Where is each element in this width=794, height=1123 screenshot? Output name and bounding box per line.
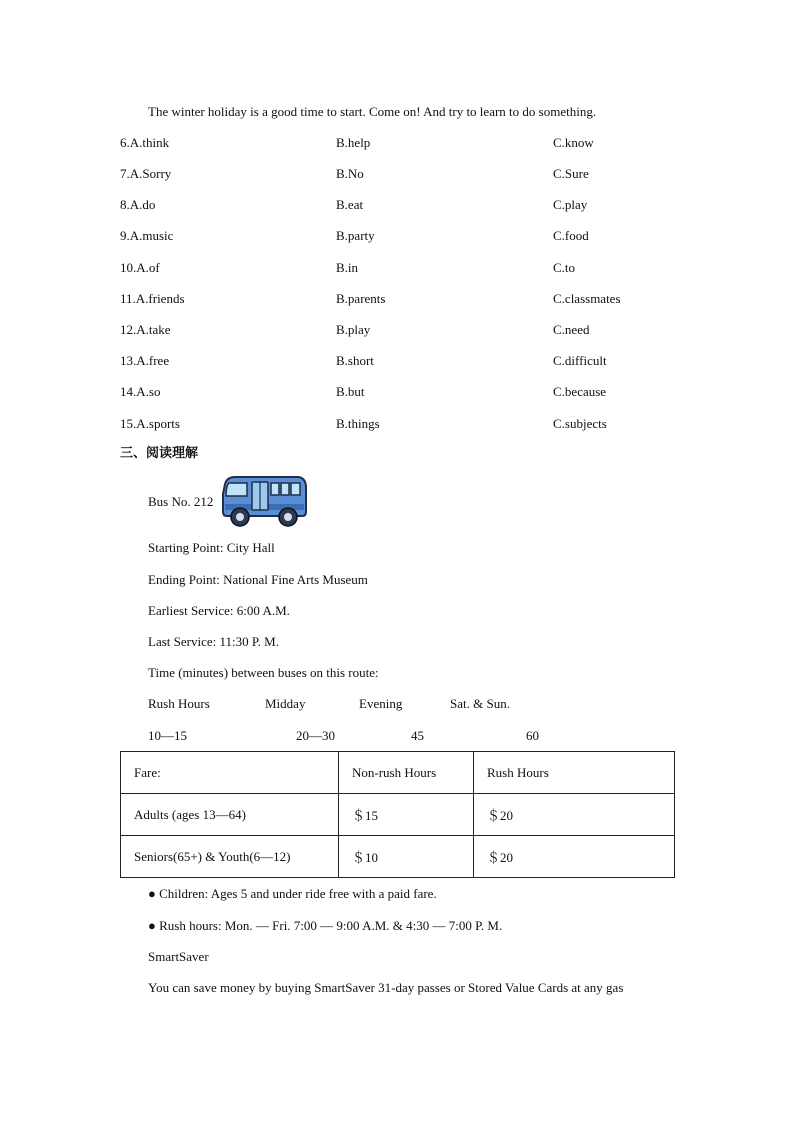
minutes-weekend: 60 [526, 728, 539, 743]
question-9-options [120, 228, 680, 244]
minutes-midday: 20—30 [296, 728, 335, 743]
option-b: B.short [336, 353, 374, 368]
option-c: C.Sure [553, 166, 589, 181]
option-b: B.play [336, 322, 371, 337]
intro-line: The winter holiday is a good time to start. Come on! And try to learn to do something. [148, 104, 597, 119]
section-heading: 三、阅读理解 [120, 446, 199, 461]
last-service: Last Service: 11:30 P. M. [148, 634, 279, 649]
option-a: 10.A.of [120, 260, 160, 275]
option-a: 7.A.Sorry [120, 166, 172, 181]
option-a: 15.A.sports [120, 416, 180, 431]
question-11-options [120, 291, 680, 307]
option-b: B.party [336, 228, 375, 243]
option-c: C.because [553, 384, 607, 399]
question-7-options [120, 166, 680, 182]
smartsaver-title: SmartSaver [148, 949, 209, 964]
option-b: B.help [336, 135, 371, 150]
note-rush-hours: ● Rush hours: Mon. — Fri. 7:00 — 9:00 A.M. & 4:30 — 7:00 P. M. [148, 918, 503, 933]
table-cell: ＄15 [339, 794, 474, 836]
option-c: C.subjects [553, 416, 607, 431]
option-c: C.to [553, 260, 576, 275]
question-12-options [120, 322, 680, 338]
minutes-evening: 45 [411, 728, 424, 743]
question-14-options [120, 384, 680, 400]
option-a: 8.A.do [120, 197, 156, 212]
option-a: 6.A.think [120, 135, 170, 150]
bus-icon [221, 474, 308, 528]
option-c: C.know [553, 135, 594, 150]
table-cell: ＄20 [474, 836, 675, 878]
smartsaver-text: You can save money by buying SmartSaver 31-day passes or Stored Value Cards at any gas [148, 980, 624, 995]
period-midday: Midday [265, 696, 306, 711]
option-b: B.parents [336, 291, 386, 306]
option-b: B.in [336, 260, 359, 275]
option-c: C.difficult [553, 353, 607, 368]
table-row [121, 794, 675, 836]
fare-table [120, 751, 675, 878]
question-15-options [120, 416, 680, 432]
option-c: C.classmates [553, 291, 621, 306]
table-cell: ＄20 [474, 794, 675, 836]
period-weekend: Sat. & Sun. [450, 696, 510, 711]
starting-point: Starting Point: City Hall [148, 540, 275, 555]
question-13-options [120, 353, 680, 369]
option-b: B.but [336, 384, 365, 399]
table-row [121, 836, 675, 878]
table-header-cell: Rush Hours [474, 752, 675, 794]
period-evening: Evening [359, 696, 403, 711]
option-c: C.need [553, 322, 590, 337]
bus-label: Bus No. 212 [148, 494, 214, 509]
option-b: B.eat [336, 197, 364, 212]
option-a: 14.A.so [120, 384, 161, 399]
table-header-cell: Non-rush Hours [339, 752, 474, 794]
table-cell: ＄10 [339, 836, 474, 878]
question-8-options [120, 197, 680, 213]
option-b: B.No [336, 166, 364, 181]
ending-point: Ending Point: National Fine Arts Museum [148, 572, 368, 587]
table-row [121, 752, 675, 794]
table-header-cell: Fare: [121, 752, 339, 794]
time-between-label: Time (minutes) between buses on this route: [148, 665, 379, 680]
period-rush-hours: Rush Hours [148, 696, 210, 711]
option-b: B.things [336, 416, 380, 431]
note-children: ● Children: Ages 5 and under ride free with a paid fare. [148, 886, 437, 901]
table-cell: Adults (ages 13—64) [121, 794, 339, 836]
option-a: 11.A.friends [120, 291, 185, 306]
option-c: C.play [553, 197, 588, 212]
table-cell: Seniors(65+) & Youth(6—12) [121, 836, 339, 878]
option-a: 13.A.free [120, 353, 170, 368]
minutes-rush-hours: 10—15 [148, 728, 187, 743]
option-c: C.food [553, 228, 589, 243]
option-a: 9.A.music [120, 228, 174, 243]
question-10-options [120, 260, 680, 276]
question-6-options [120, 135, 680, 151]
earliest-service: Earliest Service: 6:00 A.M. [148, 603, 290, 618]
option-a: 12.A.take [120, 322, 171, 337]
